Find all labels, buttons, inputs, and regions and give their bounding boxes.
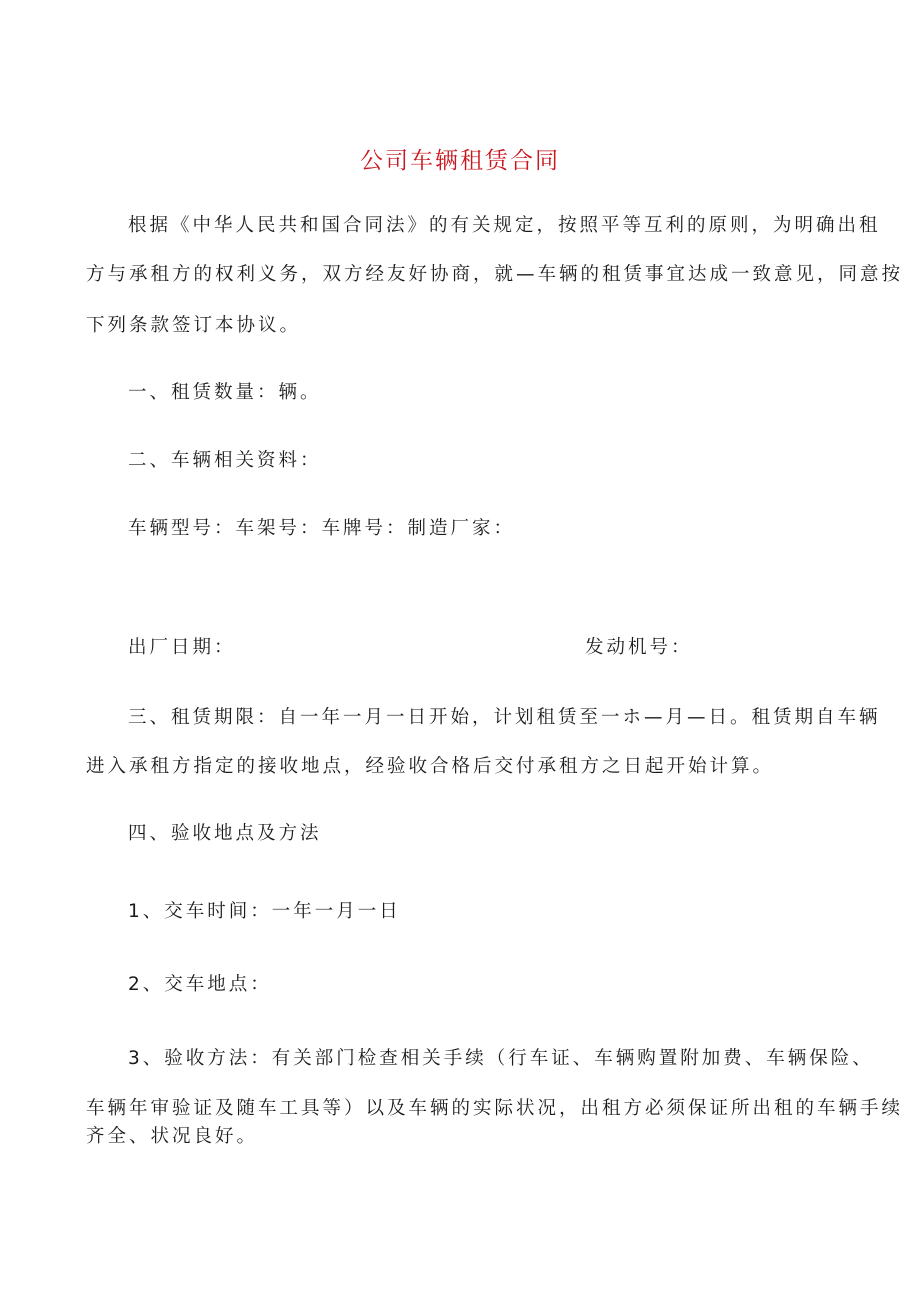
intro-line-3: 下列条款签订本协议。: [86, 315, 302, 336]
section-3-line-2: 进入承租方指定的接收地点，经验收合格后交付承租方之日起开始计算。: [86, 756, 775, 777]
engine-number-label: 发动机号：: [585, 637, 693, 658]
document-title: 公司车辆租赁合同: [360, 148, 560, 174]
vehicle-info-line: 车辆型号：车架号：车牌号：制造厂家：: [128, 518, 516, 539]
section-2-heading: 二、车辆相关资料：: [128, 450, 322, 471]
item-3-line-3: 齐全、状况良好。: [86, 1126, 259, 1147]
section-1-quantity: 一、租赁数量：辆。: [128, 382, 322, 403]
intro-line-1: 根据《中华人民共和国合同法》的有关规定，按照平等互利的原则，为明确出租: [128, 215, 881, 236]
item-3-line-1: 3、验收方法：有关部门检查相关手续（行车证、车辆购置附加费、车辆保险、: [128, 1048, 874, 1069]
item-2-delivery-location: 2、交车地点：: [128, 974, 272, 995]
item-1-delivery-time: 1、交车时间：一年一月一日: [128, 901, 401, 922]
item-3-line-2: 车辆年审验证及随车工具等）以及车辆的实际状况，出租方必须保证所出租的车辆手续: [86, 1098, 904, 1119]
section-3-line-1: 三、租赁期限：自一年一月一日开始，计划租赁至一ホ—月—日。租赁期自车辆: [128, 707, 881, 728]
section-4-heading: 四、验收地点及方法: [128, 823, 322, 844]
factory-date-label: 出厂日期：: [128, 637, 236, 658]
intro-line-2: 方与承租方的权利义务，双方经友好协商，就—车辆的租赁事宜达成一致意见，同意按: [86, 264, 904, 285]
